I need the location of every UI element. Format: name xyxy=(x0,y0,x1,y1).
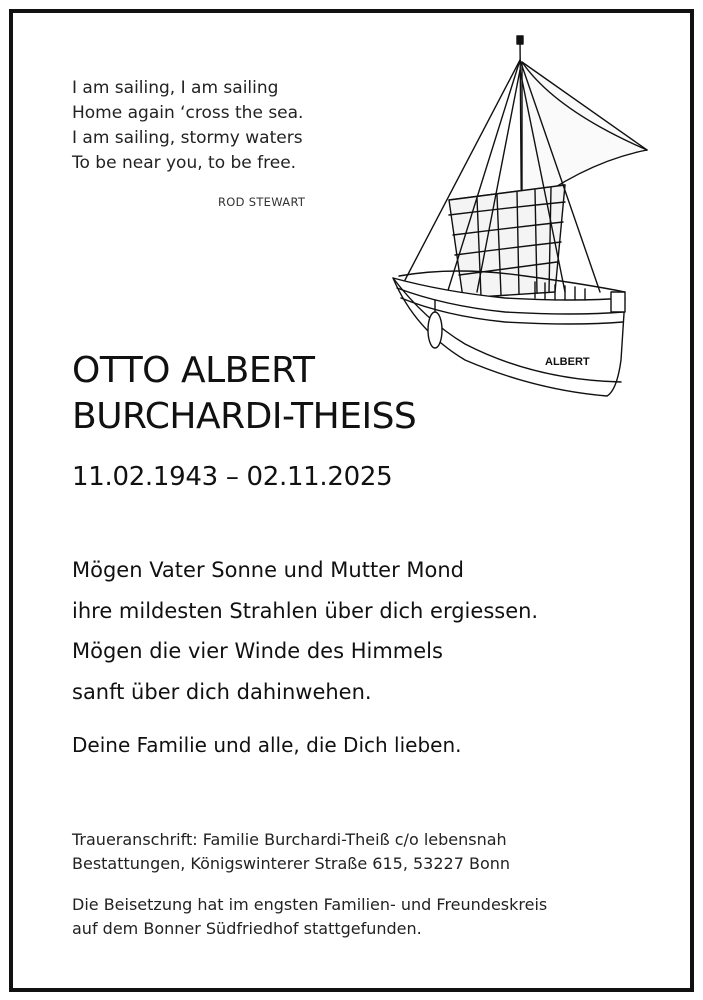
deceased-name xyxy=(72,348,416,440)
burial-line: auf dem Bonner Südfriedhof stattgefunden. xyxy=(72,919,422,938)
name-line-1: OTTO ALBERT xyxy=(72,350,315,391)
quote-line: Home again ‘cross the sea. xyxy=(72,103,304,123)
name-line-2: BURCHARDI-THEISS xyxy=(72,396,417,437)
burial-line: Die Beisetzung hat im engsten Familien- und Freundeskreis xyxy=(72,895,548,914)
life-dates: 11.02.1943 – 02.11.2025 xyxy=(72,462,393,492)
poem-line: Mögen Vater Sonne und Mutter Mond xyxy=(72,558,465,582)
poem-line: Mögen die vier Winde des Himmels xyxy=(72,639,443,663)
family-signature: Deine Familie und alle, die Dich lieben. xyxy=(72,733,462,757)
mourning-address xyxy=(72,828,510,876)
sailboat-drawing xyxy=(385,30,655,410)
poem-line: ihre mildesten Strahlen über dich ergiessen. xyxy=(72,598,539,623)
address-line: Bestattungen, Königswinterer Straße 615, 53227 Bonn xyxy=(72,854,511,873)
address-line: Traueranschrift: Familie Burchardi-Theiß c/o lebensnah xyxy=(72,830,507,849)
song-quote xyxy=(72,76,303,176)
burial-notice xyxy=(72,893,547,941)
blessing-poem xyxy=(72,550,538,712)
quote-line: I am sailing, I am sailing xyxy=(72,78,279,98)
poem-line: sanft über dich dahinwehen. xyxy=(72,679,372,704)
quote-line: I am sailing, stormy waters xyxy=(72,128,303,148)
quote-author: ROD STEWART xyxy=(218,195,306,209)
hull-name: ALBERT xyxy=(545,356,590,368)
quote-line: To be near you, to be free. xyxy=(72,153,297,173)
